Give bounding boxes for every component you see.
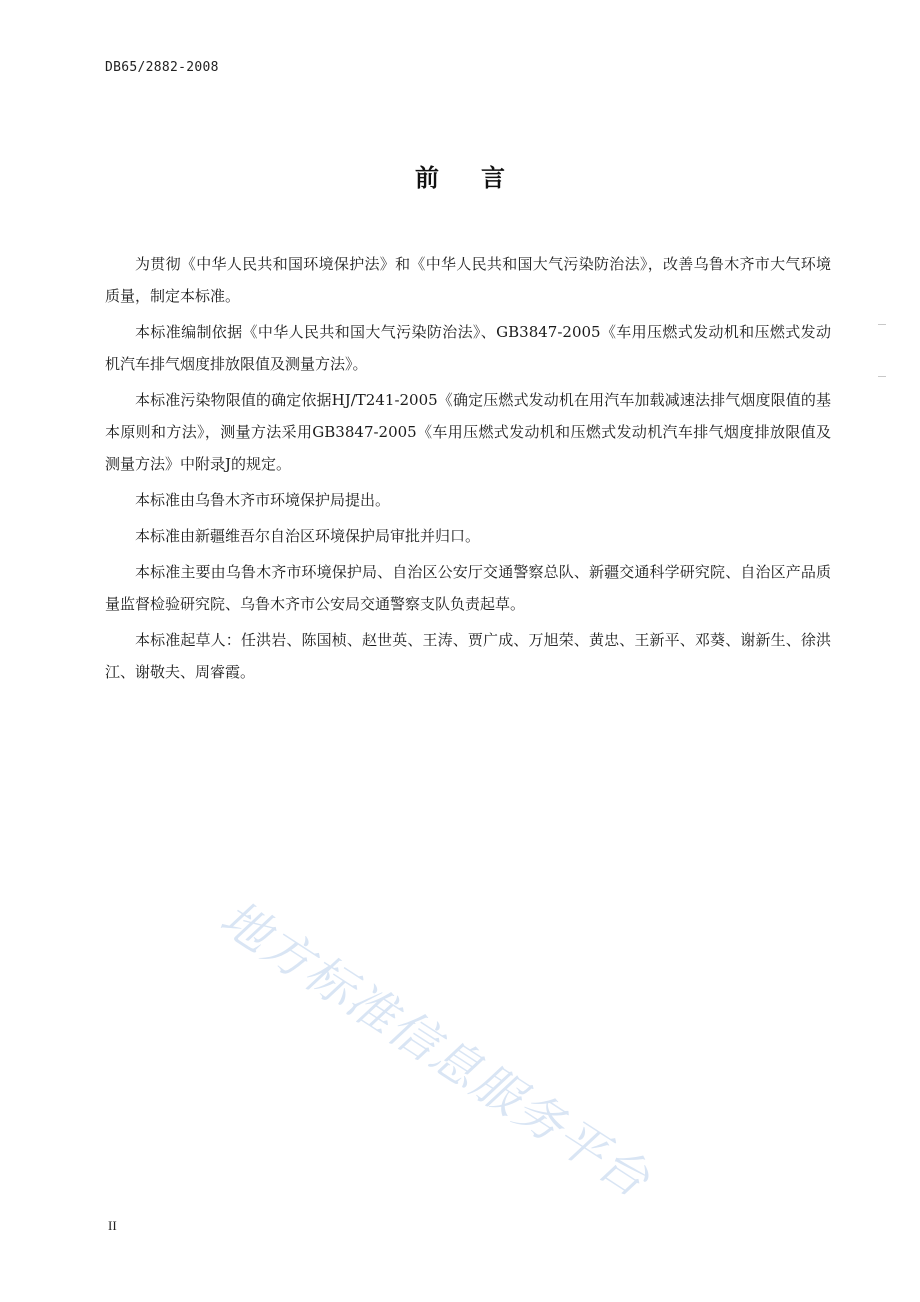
paragraph-limits-method: 本标准污染物限值的确定依据HJ/T241-2005《确定压燃式发动机在用汽车加载减速法排气烟度限值的基本原则和方法》，测量方法采用GB3847-2005《车用压燃式发动机和压燃式发动机汽车排气烟度排放限值及测量方法》中附录J的规定。 <box>105 391 831 473</box>
document-code: DB65/2882-2008 <box>105 60 219 75</box>
paragraph-purpose: 为贯彻《中华人民共和国环境保护法》和《中华人民共和国大气污染防治法》，改善乌鲁木齐市大气环境质量，制定本标准。 <box>105 255 831 305</box>
foreword-body <box>105 248 831 692</box>
paragraph-approver: 本标准由新疆维吾尔自治区环境保护局审批并归口。 <box>135 527 481 545</box>
watermark: 地方标准信息服务平台 <box>210 889 661 1210</box>
paragraph-drafting-units: 本标准主要由乌鲁木齐市环境保护局、自治区公安厅交通警察总队、新疆交通科学研究院、自治区产品质量监督检验研究院、乌鲁木齐市公安局交通警察支队负责起草。 <box>105 563 831 613</box>
page-title: 前言 <box>415 164 547 192</box>
paragraph-drafters: 本标准起草人：任洪岩、陈国桢、赵世英、王涛、贾广成、万旭荣、黄忠、王新平、邓葵、谢新生、徐洪江、谢敬夫、周睿霞。 <box>105 631 831 681</box>
scan-mark <box>878 376 886 377</box>
scan-mark <box>878 324 886 325</box>
paragraph-basis: 本标准编制依据《中华人民共和国大气污染防治法》、GB3847-2005《车用压燃式发动机和压燃式发动机汽车排气烟度排放限值及测量方法》。 <box>105 323 831 373</box>
page-number: II <box>108 1218 117 1233</box>
paragraph-proposer: 本标准由乌鲁木齐市环境保护局提出。 <box>135 491 391 509</box>
